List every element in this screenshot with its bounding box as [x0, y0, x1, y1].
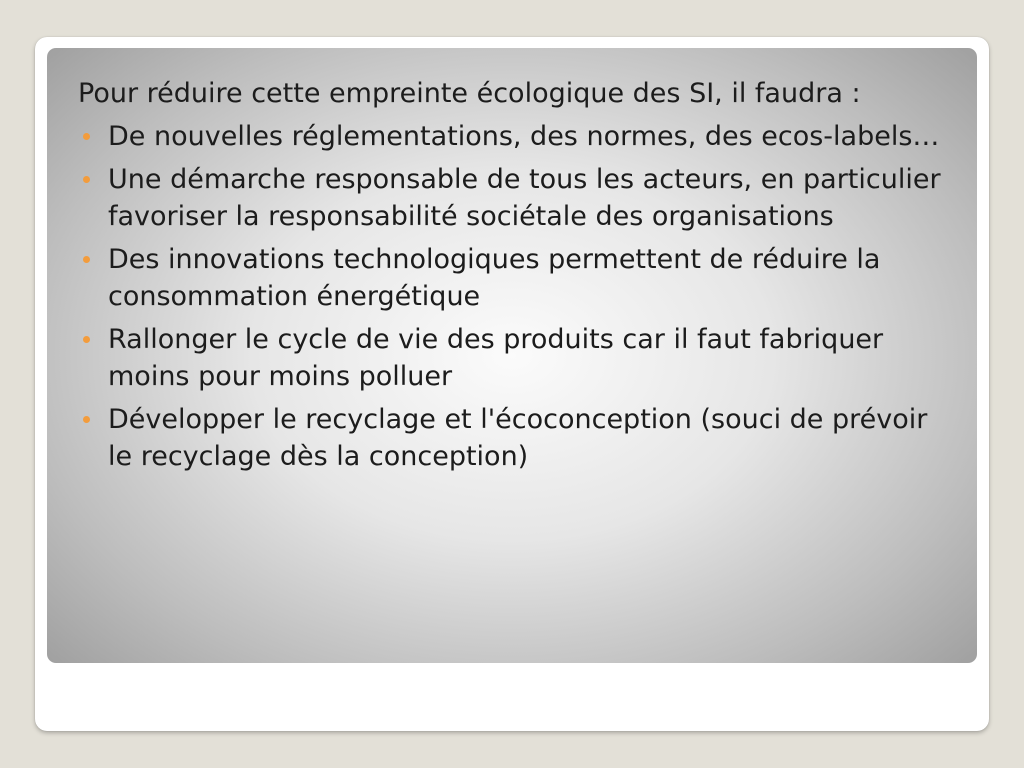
bullet-text: Une démarche responsable de tous les acteurs, en particulier favoriser la responsabilité sociétale des organisations: [108, 164, 941, 232]
bullet-item: [78, 118, 953, 155]
bullet-dot-icon: [83, 416, 90, 423]
bullet-dot-icon: [83, 176, 90, 183]
bullet-item: [78, 241, 953, 315]
bullet-text: De nouvelles réglementations, des normes, des ecos-labels…: [108, 121, 940, 152]
intro-text: Pour réduire cette empreinte écologique des SI, il faudra :: [78, 78, 861, 109]
bullet-list: [78, 118, 953, 475]
bullet-dot-icon: [83, 336, 90, 343]
bullet-item: [78, 161, 953, 235]
bullet-item: [78, 321, 953, 395]
content-panel: [47, 48, 977, 663]
bullet-text: Rallonger le cycle de vie des produits car il faut fabriquer moins pour moins polluer: [108, 324, 884, 392]
bullet-dot-icon: [83, 133, 90, 140]
bullet-dot-icon: [83, 256, 90, 263]
bullet-text: Développer le recyclage et l'écoconception (souci de prévoir le recyclage dès la conception): [108, 404, 928, 472]
bullet-text: Des innovations technologiques permettent de réduire la consommation énergétique: [108, 244, 881, 312]
bullet-item: [78, 401, 953, 475]
